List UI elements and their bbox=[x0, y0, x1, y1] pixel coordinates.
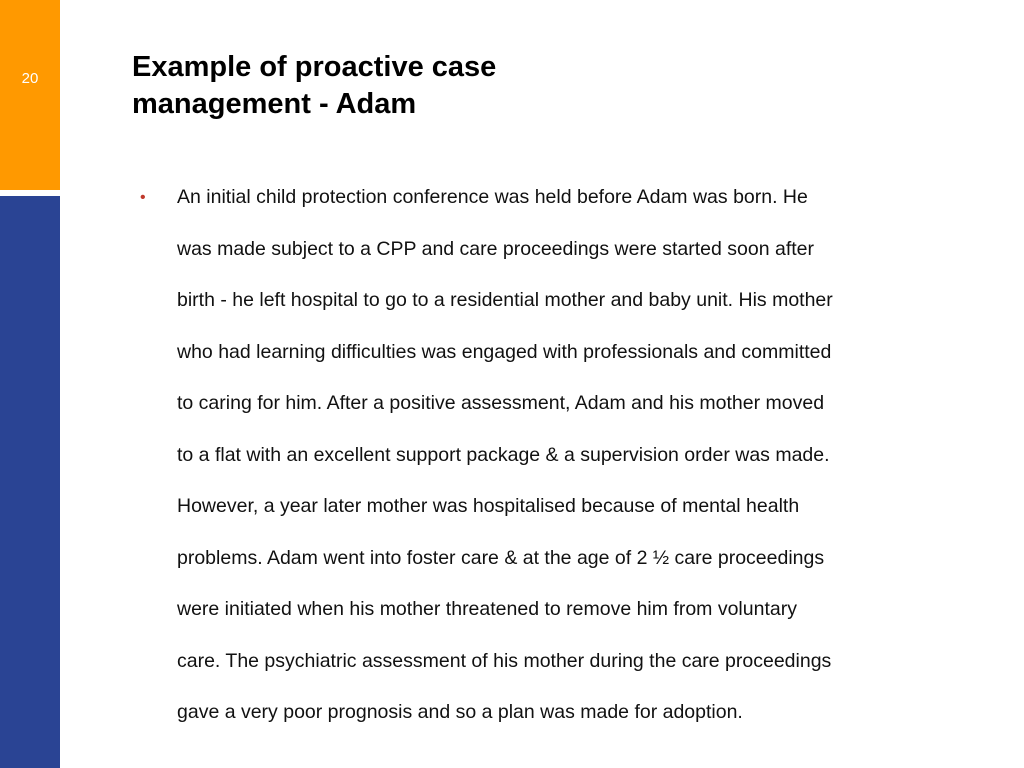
sidebar-accent-orange bbox=[0, 0, 60, 190]
bullet-text bbox=[177, 172, 960, 739]
bullet-line: birth - he left hospital to go to a residential mother and baby unit. His mother bbox=[177, 289, 833, 311]
bullet-item bbox=[140, 172, 960, 739]
bullet-marker: • bbox=[140, 189, 146, 206]
sidebar-accent-blue bbox=[0, 196, 60, 768]
bullet-line: problems. Adam went into foster care & at the age of 2 ½ care proceedings bbox=[177, 546, 825, 569]
bullet-line: gave a very poor prognosis and so a plan was made for adoption. bbox=[177, 701, 743, 723]
bullet-line: to caring for him. After a positive assessment, Adam and his mother moved bbox=[177, 392, 825, 414]
bullet-line: was made subject to a CPP and care proceedings were started soon after bbox=[177, 237, 814, 260]
bullet-line: care. The psychiatric assessment of his mother during the care proceedings bbox=[177, 649, 832, 672]
slide-content bbox=[140, 172, 960, 739]
bullet-line: However, a year later mother was hospitalised because of mental health bbox=[177, 495, 800, 517]
bullet-line: to a flat with an excellent support package & a supervision order was made. bbox=[177, 443, 830, 466]
slide-title-line-1: Example of proactive case bbox=[132, 51, 497, 83]
bullet-line: were initiated when his mother threatened to remove him from voluntary bbox=[177, 598, 797, 620]
slide-title bbox=[132, 49, 832, 123]
bullet-line: An initial child protection conference was held before Adam was born. He bbox=[177, 186, 808, 208]
bullet-line: who had learning difficulties was engaged with professionals and committed bbox=[177, 340, 832, 363]
slide-title-line-2: management - Adam bbox=[132, 88, 417, 120]
slide-number: 20 bbox=[21, 70, 39, 87]
